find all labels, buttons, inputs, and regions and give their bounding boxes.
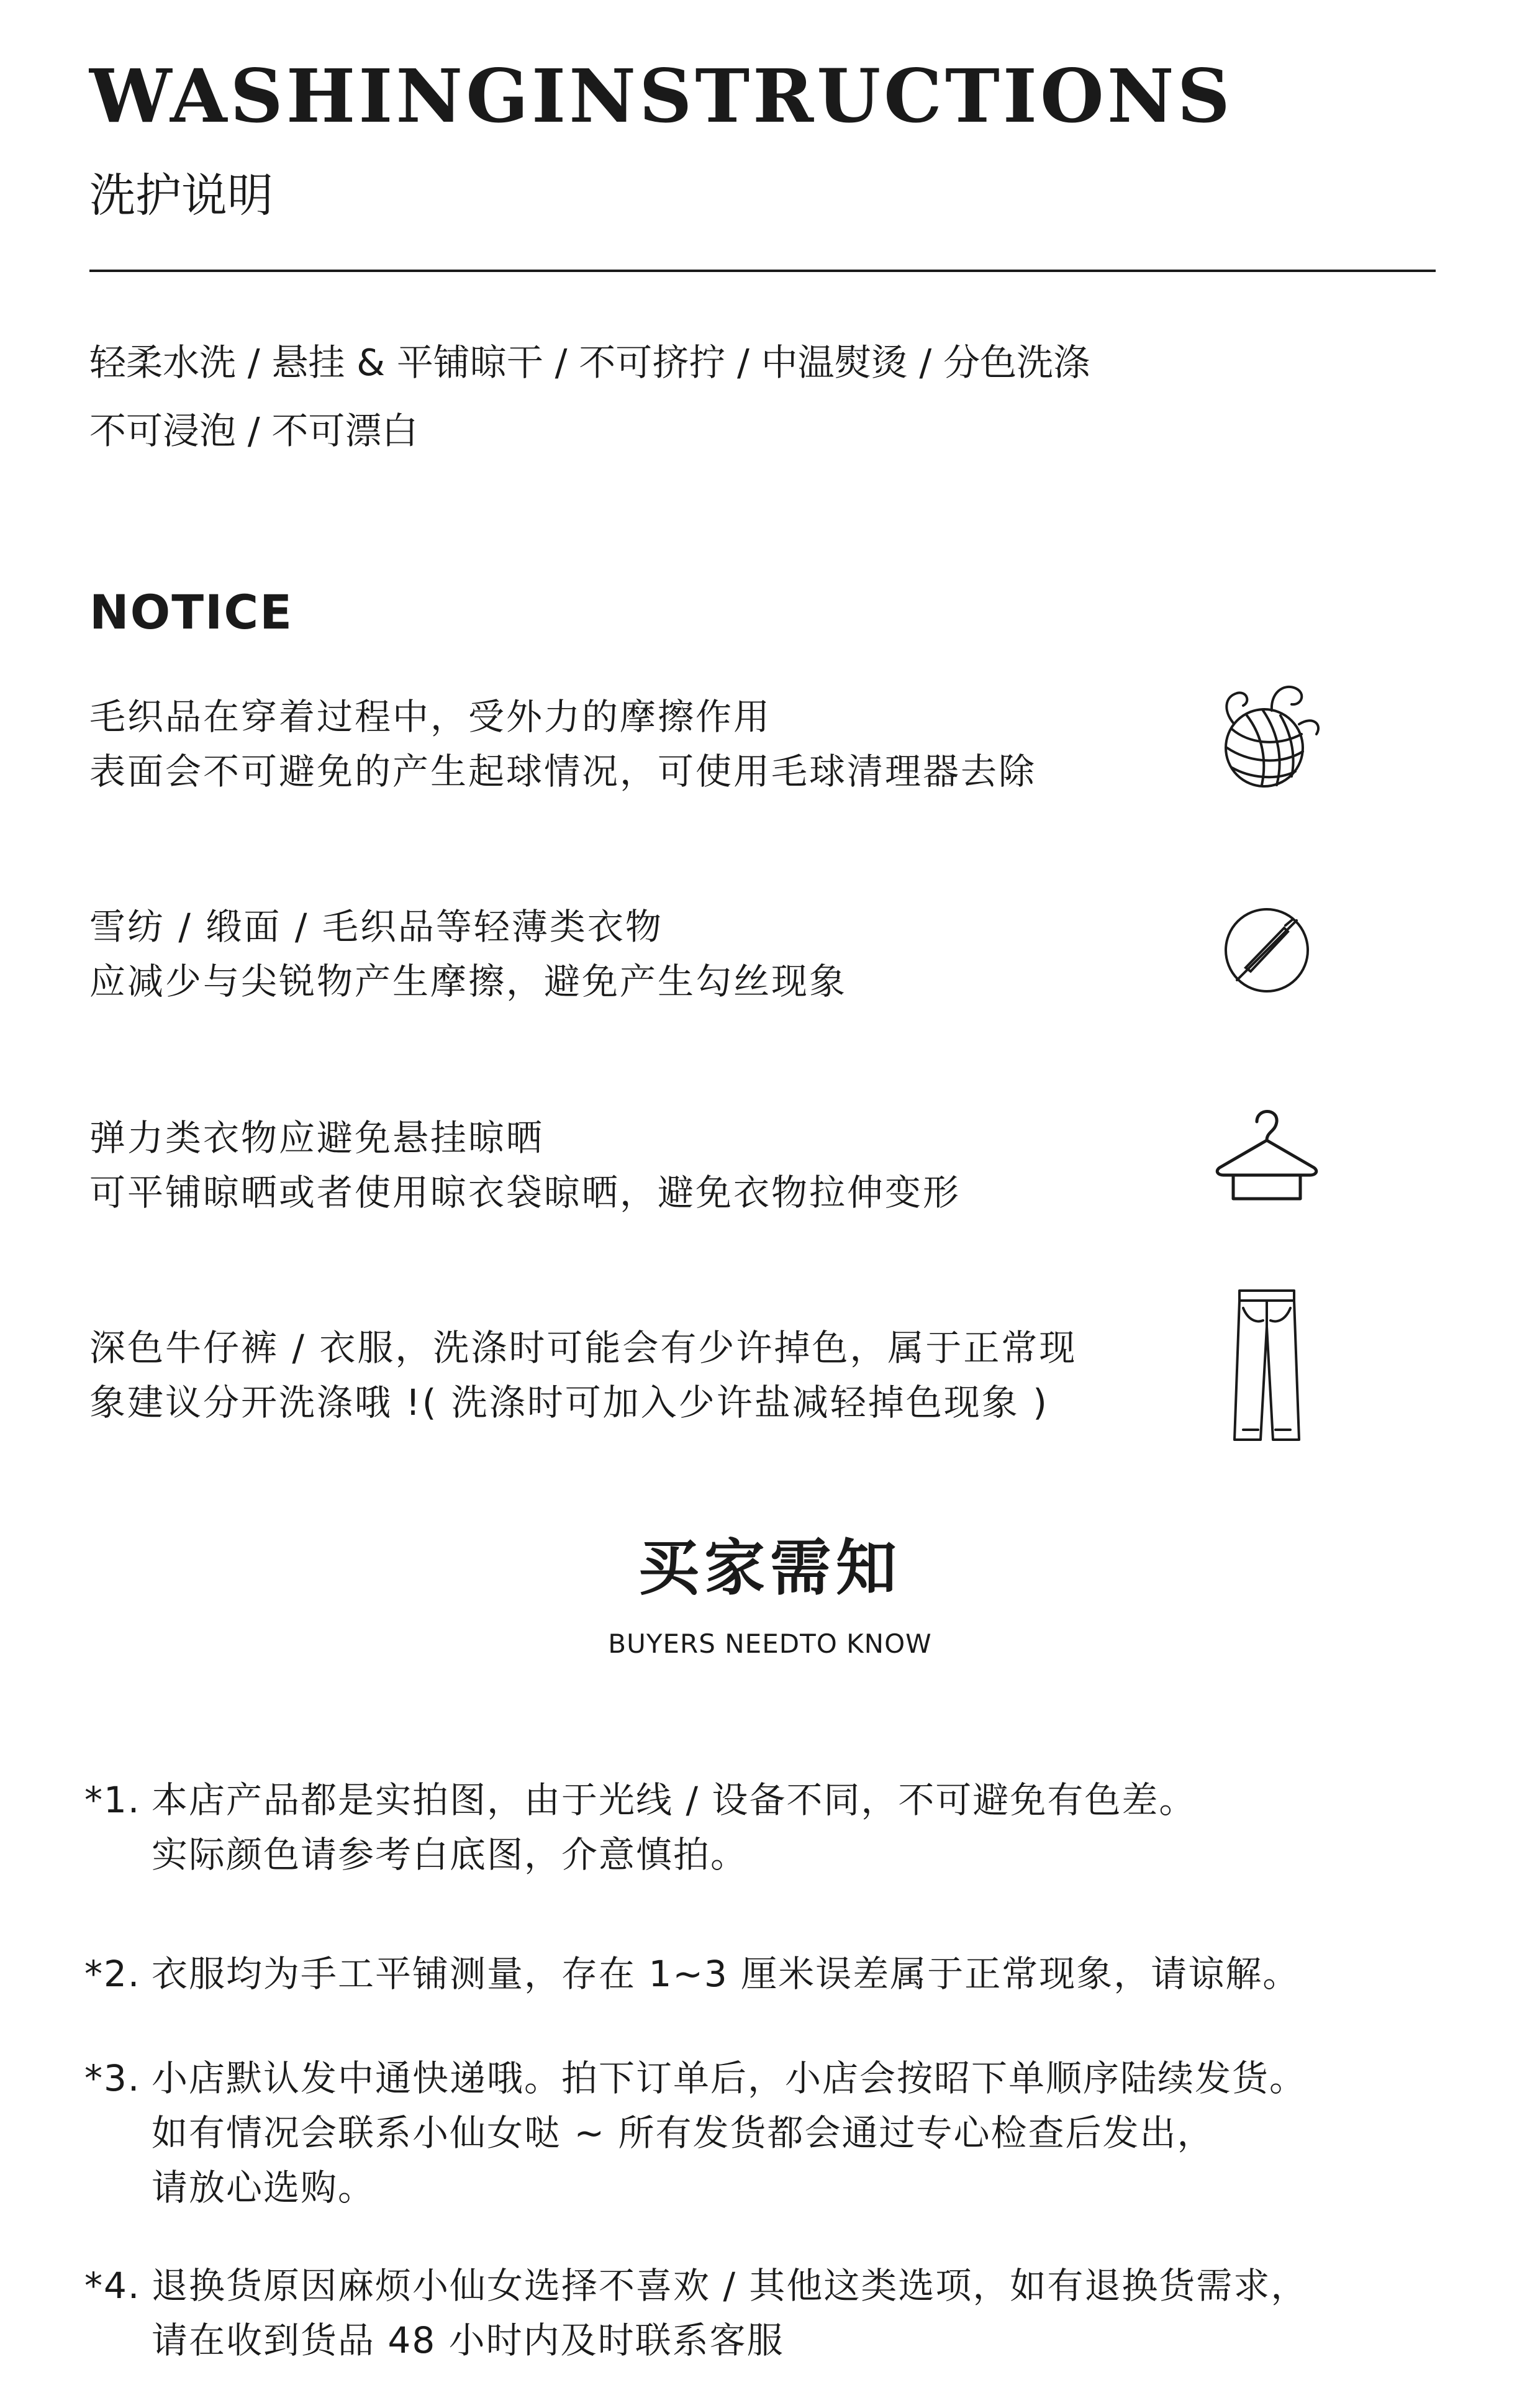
buyer-note-2 — [84, 1947, 1451, 2001]
buyer-note-1-number: *1. — [84, 1779, 141, 1821]
buyer-note-4-line-2: 请在收到货品 48 小时内及时联系客服 — [152, 2319, 784, 2361]
care-instructions-line-2: 不可浸泡 / 不可漂白 — [89, 409, 419, 452]
notice-heading: NOTICE — [89, 584, 294, 640]
notice-item-4-line-1: 深色牛仔裤 / 衣服，洗涤时可能会有少许掉色，属于正常现 — [89, 1327, 1077, 1369]
buyers-heading: 买家需知 — [638, 1533, 902, 1604]
buyer-note-4 — [84, 2258, 1451, 2368]
care-instructions-line-1: 轻柔水洗 / 悬挂 & 平铺晾干 / 不可挤拧 / 中温熨烫 / 分色洗涤 — [89, 341, 1090, 384]
notice-item-3-line-2: 可平铺晾晒或者使用晾衣袋晾晒，避免衣物拉伸变形 — [89, 1171, 961, 1214]
notice-item-4 — [89, 1320, 1195, 1430]
buyer-note-2-line-1: 衣服均为手工平铺测量，存在 1~3 厘米误差属于正常现象，请谅解。 — [152, 1953, 1300, 1995]
no-sharp-objects-icon — [1211, 894, 1323, 1006]
yarn-ball-icon — [1211, 675, 1323, 799]
divider — [89, 270, 1436, 272]
buyer-note-4-number: *4. — [84, 2265, 141, 2307]
notice-item-2-line-1: 雪纺 / 缎面 / 毛织品等轻薄类衣物 — [89, 906, 663, 948]
buyers-subheading: BUYERS NEEDTO KNOW — [608, 1629, 932, 1659]
notice-item-4-line-2: 象建议分开洗涤哦 !( 洗涤时可加入少许盐减轻掉色现象 ) — [89, 1381, 1049, 1424]
notice-item-1 — [89, 689, 1195, 799]
buyer-note-4-line-1: 退换货原因麻烦小仙女选择不喜欢 / 其他这类选项，如有退换货需求， — [152, 2265, 1308, 2307]
notice-item-2-line-2: 应减少与尖锐物产生摩擦，避免产生勾丝现象 — [89, 960, 848, 1002]
page-title: WASHINGINSTRUCTIONS — [89, 53, 1233, 139]
buyer-note-3-line-1: 小店默认发中通快递哦。拍下订单后，小店会按昭下单顺序陆续发货。 — [152, 2057, 1307, 2099]
buyer-note-1-line-2: 实际颜色请参考白底图，介意慎拍。 — [152, 1833, 748, 1876]
buyer-note-2-number: *2. — [84, 1953, 141, 1995]
notice-item-3-line-1: 弹力类衣物应避免悬挂晾晒 — [89, 1117, 545, 1159]
notice-item-2 — [89, 899, 1195, 1009]
buyer-note-3 — [84, 2051, 1451, 2215]
buyer-note-3-line-2: 如有情况会联系小仙女哒 ~ 所有发货都会通过专心检查后发出， — [152, 2112, 1215, 2154]
hanger-icon — [1211, 1099, 1323, 1211]
buyer-note-1 — [84, 1773, 1451, 1882]
notice-item-3 — [89, 1111, 1195, 1220]
buyer-note-3-number: *3. — [84, 2057, 141, 2099]
jeans-icon — [1211, 1283, 1323, 1451]
page-subtitle: 洗护说明 — [89, 169, 273, 222]
buyer-note-1-line-1: 本店产品都是实拍图，由于光线 / 设备不同，不可避免有色差。 — [152, 1779, 1197, 1821]
notice-item-1-line-2: 表面会不可避免的产生起球情况，可使用毛球清理器去除 — [89, 750, 1037, 793]
buyer-note-3-line-3: 请放心选购。 — [152, 2166, 376, 2209]
notice-item-1-line-1: 毛织品在穿着过程中，受外力的摩擦作用 — [89, 696, 772, 738]
